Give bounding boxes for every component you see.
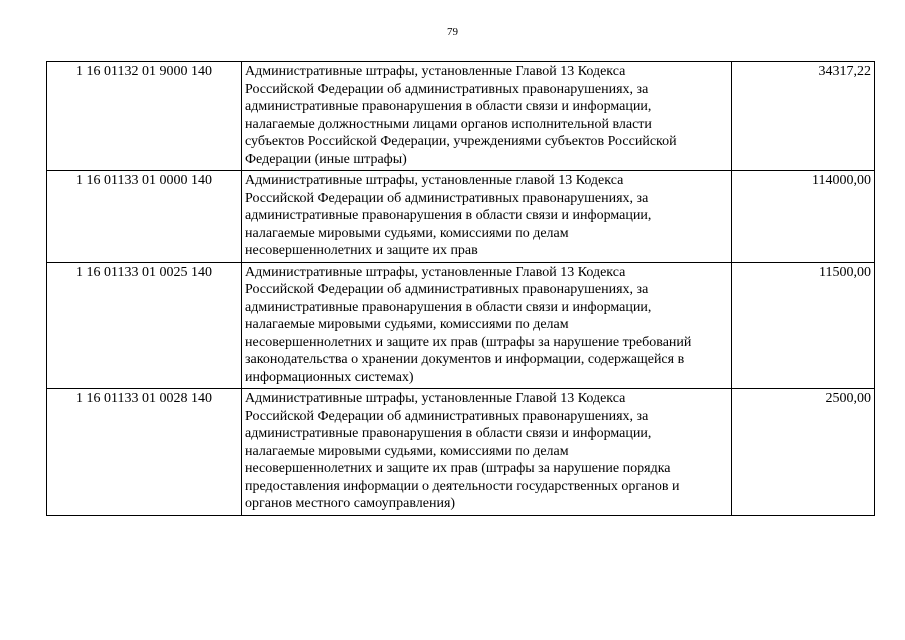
budget-code-cell: 1 16 01133 01 0028 140 [47, 389, 242, 516]
table-row [47, 262, 875, 389]
description-cell [242, 62, 732, 171]
description-line: налагаемые мировыми судьями, комиссиями по делам [245, 443, 569, 459]
budget-code-cell: 1 16 01132 01 9000 140 [47, 62, 242, 171]
description-line: несовершеннолетних и защите их прав (штрафы за нарушение требований [245, 334, 692, 350]
amount-cell: 34317,22 [732, 62, 875, 171]
budget-code-cell: 1 16 01133 01 0000 140 [47, 171, 242, 263]
amount-cell: 2500,00 [732, 389, 875, 516]
description-line: предоставления информации о деятельности государственных органов и [245, 478, 680, 494]
description-line: Федерации (иные штрафы) [245, 151, 407, 167]
description-line: Административные штрафы, установленные Главой 13 Кодекса [245, 391, 626, 406]
table-row [47, 171, 875, 263]
description-cell [242, 262, 732, 389]
amount-cell: 114000,00 [732, 171, 875, 263]
table-body [47, 62, 875, 516]
description-line: Административные штрафы, установленные главой 13 Кодекса [245, 173, 624, 188]
description-line: Российской Федерации об административных правонарушениях, за [245, 190, 649, 206]
description-cell [242, 389, 732, 516]
table-row [47, 389, 875, 516]
description-line: административные правонарушения в области связи и информации, [245, 99, 652, 114]
description-line: Административные штрафы, установленные Главой 13 Кодекса [245, 64, 626, 79]
description-line: административные правонарушения в области связи и информации, [245, 208, 652, 223]
description-line: органов местного самоуправления) [245, 496, 456, 511]
description-line: налагаемые должностными лицами органов исполнительной власти [245, 116, 652, 132]
description-line: информационных системах) [245, 369, 414, 385]
description-line: несовершеннолетних и защите их прав (штрафы за нарушение порядка [245, 461, 671, 476]
amount-cell: 11500,00 [732, 262, 875, 389]
description-line: Административные штрафы, установленные Главой 13 Кодекса [245, 264, 626, 280]
budget-code-cell: 1 16 01133 01 0025 140 [47, 262, 242, 389]
description-line: несовершеннолетних и защите их прав [245, 243, 478, 258]
page-number: 79 [447, 26, 458, 38]
description-line: законодательства о хранении документов и информации, содержащейся в [245, 352, 685, 367]
description-cell [242, 171, 732, 263]
description-line: Российской Федерации об административных правонарушениях, за [245, 408, 649, 424]
budget-revenue-table [46, 61, 875, 516]
description-line: административные правонарушения в области связи и информации, [245, 426, 652, 441]
description-line: налагаемые мировыми судьями, комиссиями по делам [245, 225, 569, 241]
table-row [47, 62, 875, 171]
description-line: субъектов Российской Федерации, учреждениями субъектов Российской [245, 134, 677, 149]
description-line: Российской Федерации об административных правонарушениях, за [245, 81, 649, 97]
description-line: Российской Федерации об административных правонарушениях, за [245, 282, 649, 297]
description-line: административные правонарушения в области связи и информации, [245, 299, 652, 315]
description-line: налагаемые мировыми судьями, комиссиями по делам [245, 317, 569, 332]
